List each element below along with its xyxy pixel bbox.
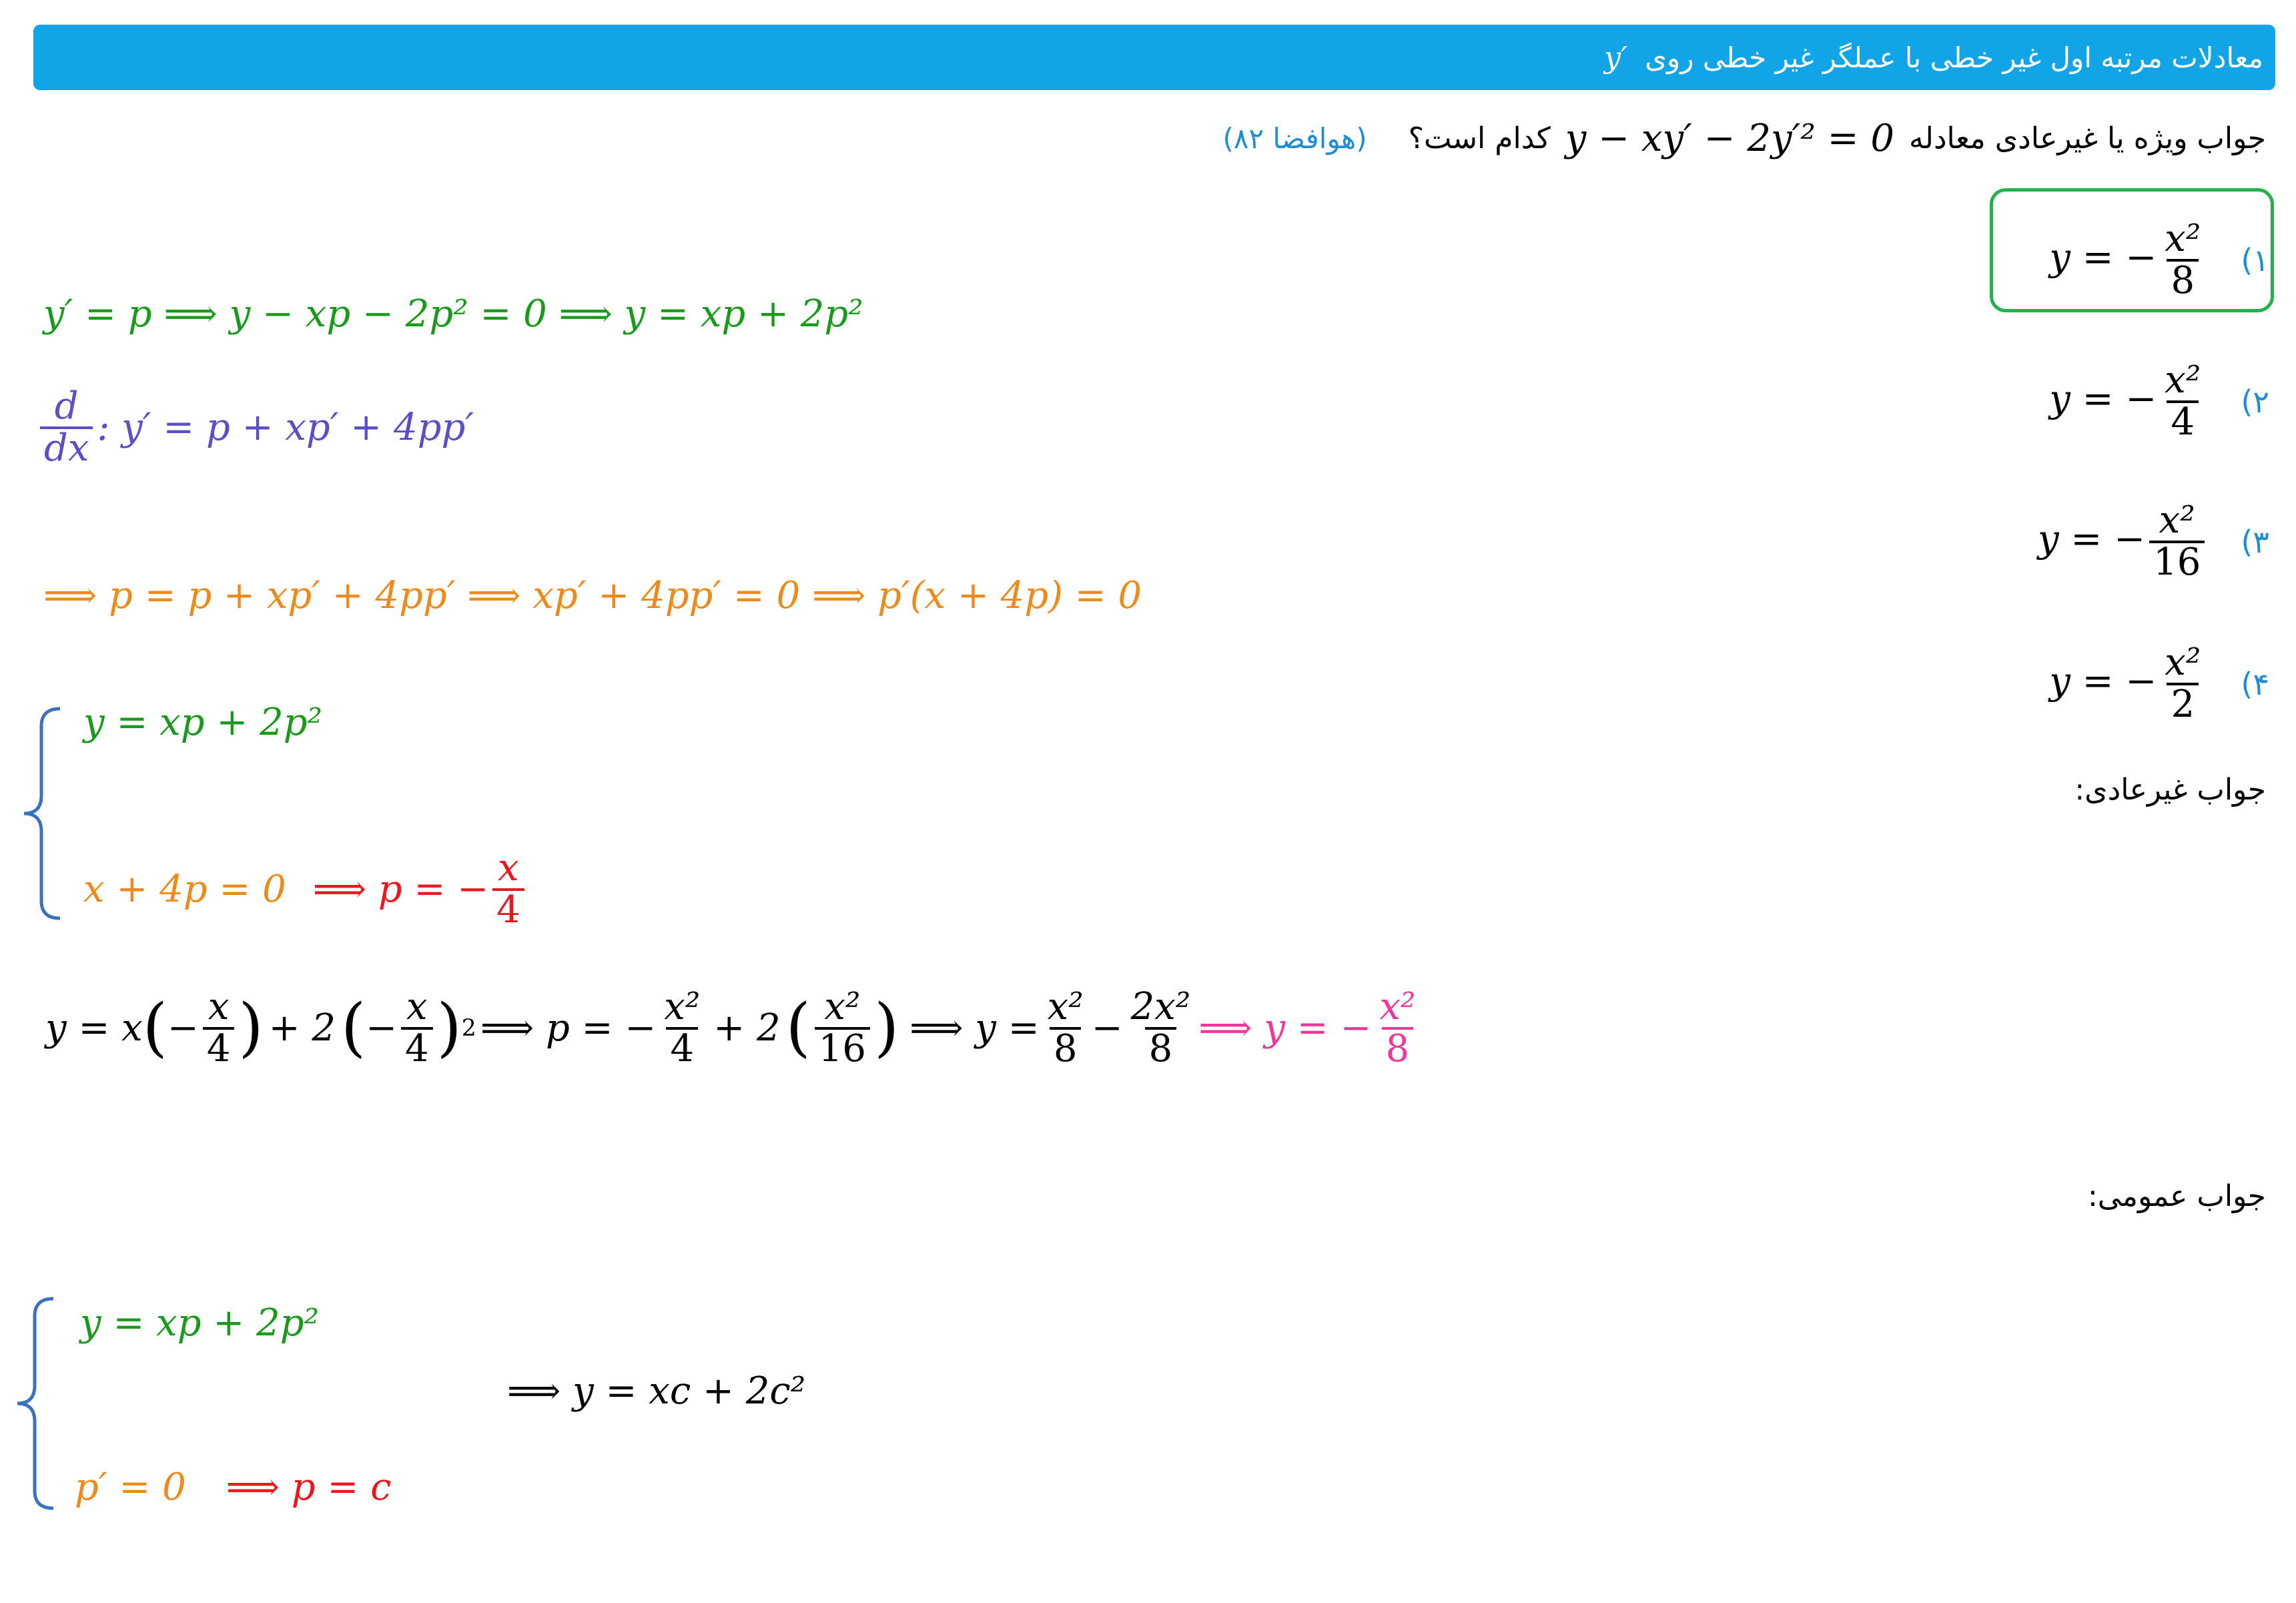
frac-den: 8 [1382,1027,1414,1069]
system2-top: y = xp + 2p² [80,1301,320,1345]
frac-num: x [406,985,428,1028]
option-denominator: 16 [2149,541,2205,583]
option-numerator: x² [2165,358,2201,402]
question-equation: y − xy′ − 2y′² = 0 [1565,117,1894,160]
system2-bottom-row [75,1466,392,1509]
subst-neg: − [167,1006,199,1050]
system2-bottom-right: ⟹ p = c [226,1466,392,1509]
system1-bottom: x + 4p = 0 [83,868,286,912]
substitution-line: y = x ( − $\frac{x}{4}$ ) + 2 ( − $\frac{x}{4}$ ) 2 ⟹ p = − $\frac{\text{x²}}{4}$ + 2 ( $\frac{\text{x²}}{16}$ ) ⟹ y = $\frac{\text{x²}}{8}$ − $\frac{\text{2x²}}{8}$ ⟹ y = − $\frac{\text{x²}}{8}$ [45,988,1423,1069]
option-lhs: y = − [2037,517,2146,561]
paren-open: ( [785,991,811,1065]
frac-den: 8 [1145,1027,1177,1069]
option-expression [2049,358,2209,444]
option-denominator: 4 [2167,400,2199,442]
frac-den: 16 [815,1027,870,1069]
option-numerator: x² [2159,499,2195,543]
option-number: ۴) [2241,666,2269,702]
system1-bottom-row [83,846,528,932]
paren-close: ) [238,991,264,1065]
option-3[interactable] [2038,482,2269,602]
frac-num: x² [824,985,861,1028]
option-number: ۲) [2241,384,2269,420]
left-brace-1 [19,706,65,921]
subst-a: y = x [45,1006,143,1050]
option-2[interactable] [2049,342,2269,462]
system1-result-text: ⟹ p = − [312,868,489,912]
system1-top: y = xp + 2p² [83,701,323,744]
section-header-bar [33,25,2275,90]
subst-neg: − [366,1006,398,1050]
header-title-math: y′ [1604,40,1628,75]
subst-d: + 2 [713,1006,781,1050]
singular-answer-label: جواب غیرعادی: [2074,773,2266,807]
general-answer-label: جواب عمومی: [2087,1179,2266,1213]
question-suffix: کدام است؟ [1408,121,1551,155]
option-denominator: 2 [2167,683,2199,725]
frac-num: 2x² [1130,985,1191,1028]
option-number: ۱) [2241,242,2269,278]
line-2-rest: : y′ = p + xp′ + 4pp′ [97,406,474,450]
option-denominator: 8 [2167,259,2199,301]
left-brace-2 [12,1296,59,1511]
frac-num: x [208,985,230,1028]
result-numerator: x [498,846,519,890]
option-number: ۳) [2241,524,2269,560]
frac-num: x² [664,985,701,1028]
frac-den: 4 [401,1027,433,1069]
paren-open: ( [340,991,366,1065]
system2-result: ⟹ y = xc + 2c² [507,1369,806,1413]
frac-den: 4 [203,1027,235,1069]
paren-close: ) [874,991,899,1065]
option-numerator: x² [2165,641,2201,685]
paren-open: ( [142,991,167,1065]
frac-den: 8 [1050,1027,1082,1069]
subst-g: ⟹ y = − [1198,1006,1372,1050]
option-lhs: y = − [2049,377,2157,421]
option-expression [2049,643,2209,725]
option-lhs: y = − [2049,236,2157,280]
question-line [1223,117,2266,160]
option-lhs: y = − [2049,659,2157,703]
question-source: (هوافضا ۸۲) [1222,122,1367,155]
dx-denominator: dx [40,426,93,468]
subst-b: + 2 [268,1006,336,1050]
frac-num: x² [1047,985,1084,1028]
frac-num: x² [1379,985,1416,1028]
paren-close: ) [436,991,462,1065]
result-denominator: 4 [492,888,524,930]
option-1[interactable] [2049,200,2269,320]
d-numerator: d [54,384,79,428]
subst-f: − [1091,1006,1123,1050]
subst-e: ⟹ y = [909,1006,1040,1050]
solution-line-1: y′ = p ⟹ y − xp − 2p² = 0 ⟹ y = xp + 2p² [43,292,863,336]
option-4[interactable] [2049,624,2269,744]
option-numerator: x² [2165,217,2201,261]
option-expression [2038,501,2209,583]
final-singular-solution [1198,985,1423,1070]
solution-line-2 [40,384,474,470]
system1-result [312,846,528,932]
option-expression [2049,217,2209,302]
subst-c: ⟹ p = − [480,1006,657,1050]
frac-den: 4 [666,1027,698,1069]
header-title: معادلات مرتبه اول غیر خطی با عملگر غیر خطی روی [1645,41,2263,74]
question-prefix: جواب ویژه یا غیرعادی معادله [1908,121,2266,155]
system2-bottom-left: p′ = 0 [75,1466,186,1509]
solution-line-3: ⟹ p = p + xp′ + 4pp′ ⟹ xp′ + 4pp′ = 0 ⟹ p′(x + 4p) = 0 [43,574,1142,617]
